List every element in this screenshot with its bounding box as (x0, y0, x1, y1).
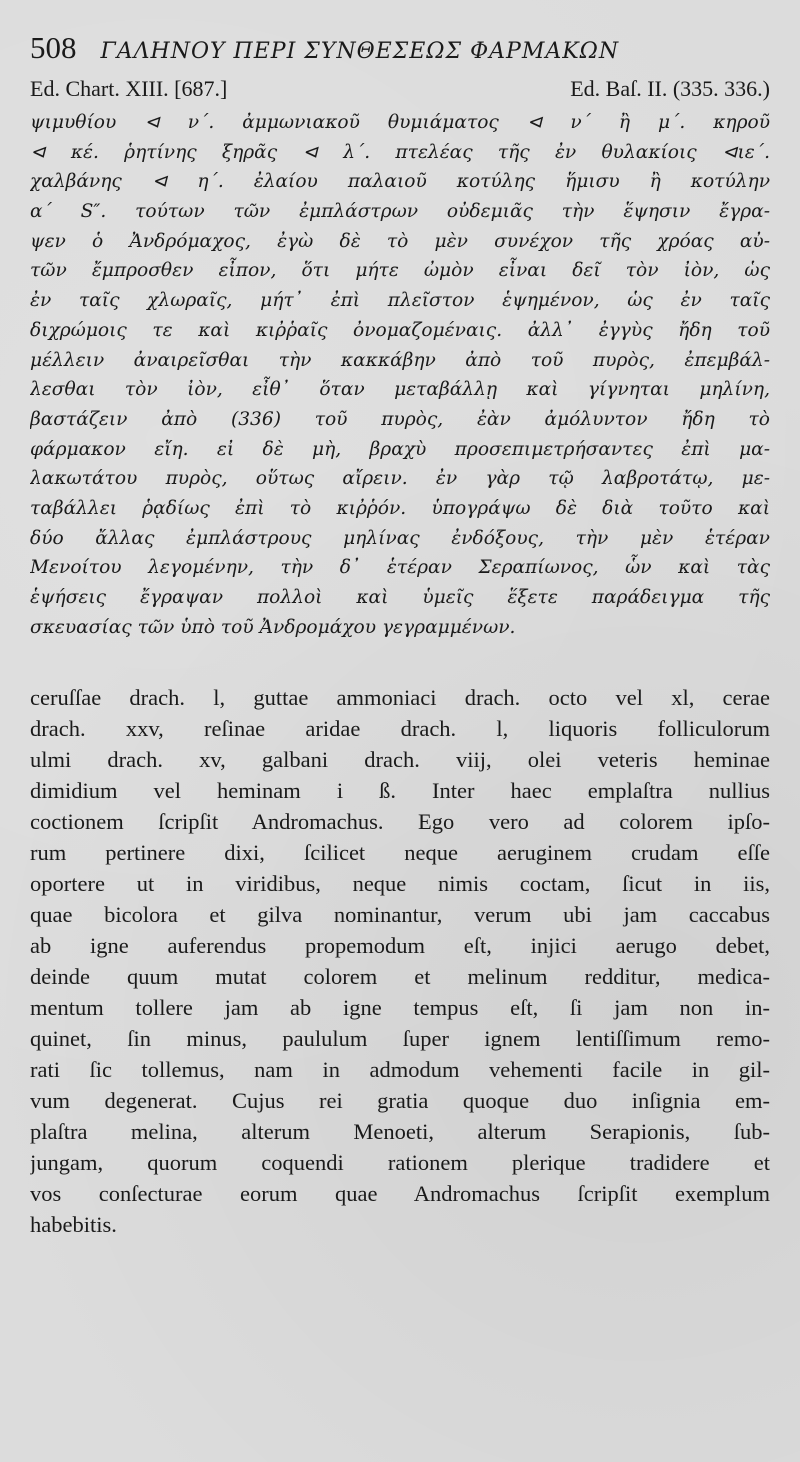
latin-text-line: ulmi drach. xv, galbani drach. viij, olei veteris heminae (30, 747, 770, 773)
latin-text-line: mentum tollere jam ab igne tempus eſt, ſi jam non in- (30, 995, 770, 1021)
greek-text-block (30, 108, 770, 642)
latin-text-line: quae bicolora et gilva nominantur, verum ubi jam caccabus (30, 902, 770, 928)
greek-text-line: ταβάλλει ῥᾳδίως ἐπὶ τὸ κιῤῥόν. ὑπογράψω δὲ διὰ τοῦτο καὶ (30, 497, 770, 519)
greek-text-line: σκευασίας τῶν ὑπὸ τοῦ Ἀνδρομάχου γεγραμμένων. (30, 616, 516, 638)
latin-text-line: oportere ut in viridibus, neque nimis coctam, ſicut in iis, (30, 871, 770, 897)
greek-text-line: χαλβάνης ⊲ η΄. ἐλαίου παλαιοῦ κοτύλης ἥμισυ ἢ κοτύλην (30, 171, 770, 193)
latin-text-line: jungam, quorum coquendi rationem plerique tradidere et (30, 1150, 770, 1176)
latin-text-line: rati ſic tollemus, nam in admodum vehementi facile in gil- (30, 1057, 770, 1083)
latin-text-line: ceruſſae drach. l, guttae ammoniaci drach. octo vel xl, cerae (30, 685, 770, 711)
latin-text-line: ab igne auferendus propemodum eſt, injici aerugo debet, (30, 933, 770, 959)
latin-text-line: coctionem ſcripſit Andromachus. Ego vero ad colorem ipſo- (30, 809, 770, 835)
latin-text-line: quinet, ſin minus, paululum ſuper ignem lentiſſimum remo- (30, 1026, 770, 1052)
greek-text-line: λακωτάτου πυρὸς, οὕτως αἴρειν. ἐν γὰρ τῷ λαβροτάτῳ, με- (30, 468, 770, 490)
latin-text-block (30, 682, 770, 1240)
edition-reference-right: Ed. Baſ. II. (335. 336.) (570, 76, 770, 101)
latin-text-line: dimidium vel heminam i ß. Inter haec emplaſtra nullius (30, 778, 770, 804)
latin-text-line: deinde quum mutat colorem et melinum redditur, medica- (30, 964, 770, 990)
edition-reference-left: Ed. Chart. XIII. [687.] (30, 76, 228, 101)
latin-text-line: vum degenerat. Cujus rei gratia quoque duo inſignia em- (30, 1088, 770, 1114)
greek-text-line: διχρώμοις τε καὶ κιῤῥαῖς ὀνομαζομέναις. ἀλλ᾽ ἐγγὺς ἤδη τοῦ (30, 319, 770, 341)
latin-text-line: vos conſecturae eorum quae Andromachus ſcripſit exemplum (30, 1181, 770, 1207)
greek-text-line: Μενοίτου λεγομένην, τὴν δ᾽ ἑτέραν Σεραπίωνος, ὧν καὶ τὰς (30, 557, 770, 579)
latin-text-line: habebitis. (30, 1212, 117, 1238)
latin-text-line: drach. xxv, reſinae aridae drach. l, liquoris folliculorum (30, 716, 770, 742)
latin-text-line: plaſtra melina, alterum Menoeti, alterum Serapionis, ſub- (30, 1119, 770, 1145)
greek-text-line: ψιμυθίου ⊲ ν΄. ἀμμωνιακοῦ θυμιάματος ⊲ ν΄ ἢ μ΄. κηροῦ (30, 112, 770, 133)
greek-text-line: ⊲ κέ. ῥητίνης ξηρᾶς ⊲ λ΄. πτελέας τῆς ἐν θυλακίοις ⊲ιε΄. (30, 141, 770, 163)
greek-text-line: ψεν ὁ Ἀνδρόμαχος, ἐγὼ δὲ τὸ μὲν συνέχον τῆς χρόας αὐ- (30, 230, 770, 252)
greek-text-line: μέλλειν ἀναιρεῖσθαι τὴν κακκάβην ἀπὸ τοῦ πυρὸς, ἐπεμβάλ- (30, 349, 770, 371)
greek-text-line: τῶν ἔμπροσθεν εἶπον, ὅτι μήτε ὠμὸν εἶναι δεῖ τὸν ἰὸν, ὡς (30, 260, 770, 282)
running-title: ΓΑΛΗΝΟΥ ΠΕΡΙ ΣΥΝΘΕΣΕΩΣ ΦΑΡΜΑΚΩΝ (100, 39, 620, 64)
greek-text-line: δύο ἄλλας ἐμπλάστρους μηλίνας ἐνδόξους, τὴν μὲν ἑτέραν (30, 527, 770, 549)
page-number: 508 (30, 30, 77, 65)
greek-text-line: λεσθαι τὸν ἰὸν, εἶθ᾽ ὅταν μεταβάλλῃ καὶ γίγνηται μηλίνη, (30, 379, 770, 401)
greek-text-line: ἐν ταῖς χλωραῖς, μήτ᾽ ἐπὶ πλεῖστον ἑψημένον, ὡς ἐν ταῖς (30, 290, 770, 312)
greek-text-line: ἑψήσεις ἔγραψαν πολλοὶ καὶ ὑμεῖς ἕξετε παράδειγμα τῆς (30, 587, 770, 608)
greek-text-line: α΄ S″. τούτων τῶν ἐμπλάστρων οὐδεμιᾶς τὴν ἕψησιν ἔγρα- (30, 201, 770, 223)
latin-text-line: rum pertinere dixi, ſcilicet neque aeruginem crudam eſſe (30, 840, 770, 866)
page-header (30, 30, 770, 74)
greek-text-line: βαστάζειν ἀπὸ (336) τοῦ πυρὸς, ἐὰν ἀμόλυντον ἤδη τὸ (30, 408, 770, 430)
greek-text-line: φάρμακον εἴη. εἰ δὲ μὴ, βραχὺ προσεπιμετρήσαντες ἐπὶ μα- (30, 438, 770, 460)
edition-references (30, 76, 770, 106)
